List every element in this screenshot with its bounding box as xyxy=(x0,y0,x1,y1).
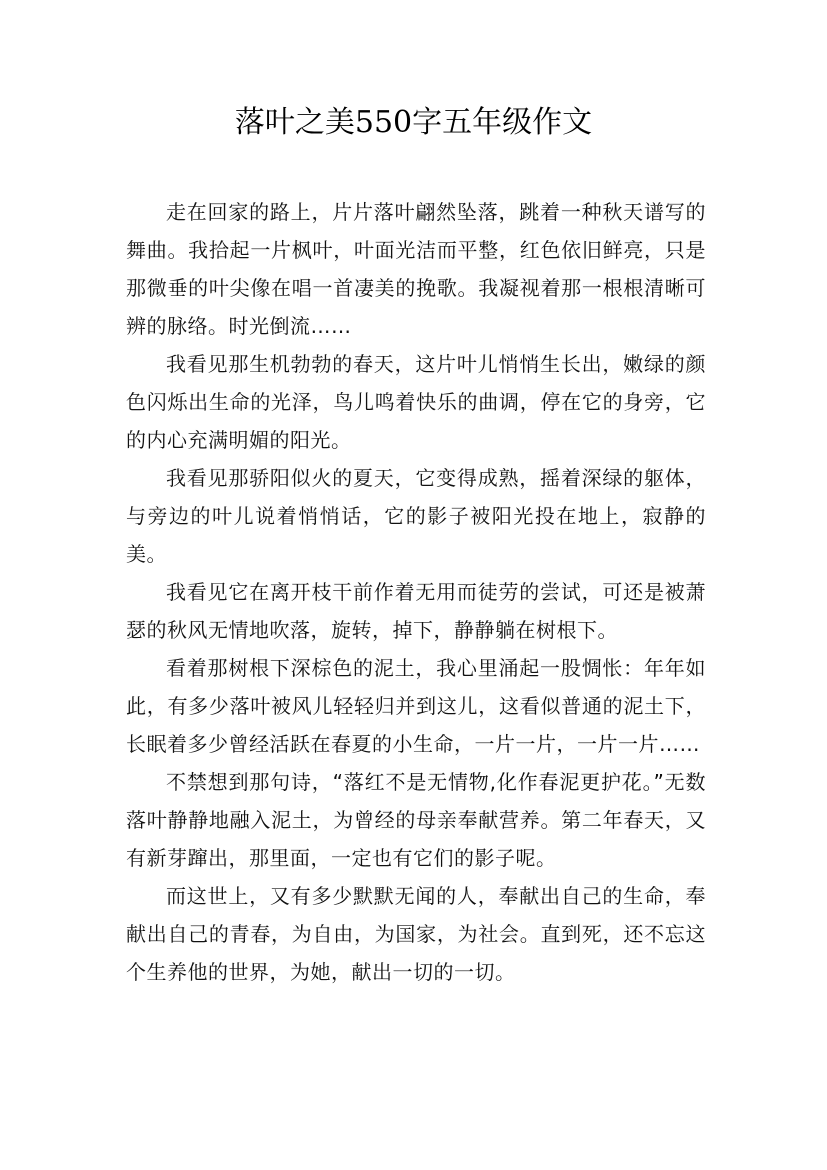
document-body xyxy=(126,193,706,991)
paragraph-6: 不禁想到那句诗，“落红不是无情物,化作春泥更护花。”无数落叶静静地融入泥土，为曾经的母亲奉献营养。第二年春天，又有新芽蹿出，那里面，一定也有它们的影子呢。 xyxy=(126,770,706,870)
paragraph-1: 走在回家的路上，片片落叶翩然坠落，跳着一种秋天谱写的舞曲。我拾起一片枫叶，叶面光洁而平整，红色依旧鲜亮，只是那微垂的叶尖像在唱一首凄美的挽歌。我凝视着那一根根清晰可辨的脉络。时光倒流…… xyxy=(126,200,706,338)
document-title: 落叶之美550字五年级作文 xyxy=(234,105,593,140)
paragraph-2: 我看见那生机勃勃的春天，这片叶儿悄悄生长出，嫩绿的颜色闪烁出生命的光泽，鸟儿鸣着快乐的曲调，停在它的身旁，它的内心充满明媚的阳光。 xyxy=(126,352,706,452)
paragraph-7: 而这世上，又有多少默默无闻的人，奉献出自己的生命，奉献出自己的青春，为自由，为国家，为社会。直到死，还不忘这个生养他的世界，为她，献出一切的一切。 xyxy=(126,884,706,984)
paragraph-5: 看着那树根下深棕色的泥土，我心里涌起一股惆怅：年年如此，有多少落叶被风儿轻轻归并到这儿，这看似普通的泥土下，长眠着多少曾经活跃在春夏的小生命，一片一片，一片一片…… xyxy=(126,656,706,756)
paragraph-3: 我看见那骄阳似火的夏天，它变得成熟，摇着深绿的躯体，与旁边的叶儿说着悄悄话，它的影子被阳光投在地上，寂静的美。 xyxy=(126,466,706,566)
paragraph-4: 我看见它在离开枝干前作着无用而徒劳的尝试，可还是被萧瑟的秋风无情地吹落，旋转，掉下，静静躺在树根下。 xyxy=(126,580,706,642)
